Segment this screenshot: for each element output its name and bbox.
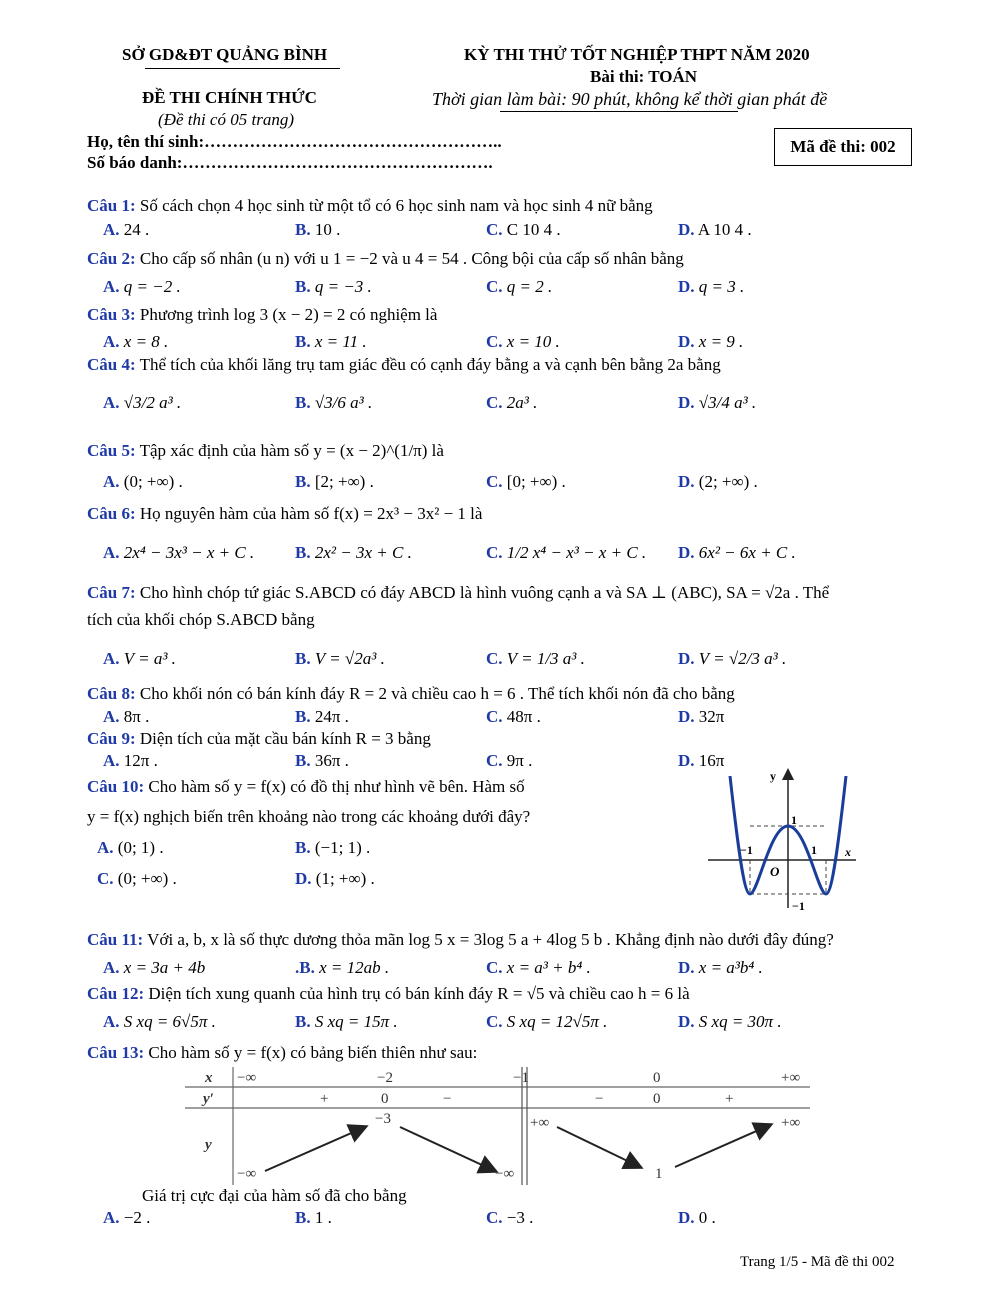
q11-option-b: .B. x = 12ab . bbox=[295, 958, 390, 977]
function-graph bbox=[700, 768, 870, 918]
q2-option-a: A. q = −2 . bbox=[103, 277, 181, 296]
official-exam-label: ĐỀ THI CHÍNH THỨC bbox=[142, 88, 317, 107]
q8-option-a: A. 8π . bbox=[103, 707, 150, 726]
q7-option-a: A. V = a³ . bbox=[103, 649, 176, 668]
q1-label: Câu 1: bbox=[87, 196, 136, 215]
question-5: Câu 5: Tập xác định của hàm số y = (x − 2)^(1/π) là bbox=[87, 441, 444, 460]
yp-zero-1: 0 bbox=[381, 1091, 389, 1107]
yp-minus-2: − bbox=[595, 1091, 604, 1107]
question-12: Câu 12: Diện tích xung quanh của hình trụ có bán kính đáy R = √5 và chiều cao h = 6 là bbox=[87, 984, 690, 1003]
question-13-cont: Giá trị cực đại của hàm số đã cho bằng bbox=[142, 1186, 407, 1205]
q2-option-d: D. q = 3 . bbox=[678, 277, 745, 296]
variation-table bbox=[185, 1067, 810, 1185]
q2-option-c: C. q = 2 . bbox=[486, 277, 553, 296]
q10-option-d: D. (1; +∞) . bbox=[295, 869, 375, 888]
q13-option-c: C. −3 . bbox=[486, 1208, 534, 1227]
q5-option-b: B. [2; +∞) . bbox=[295, 472, 374, 491]
y-max-value: −3 bbox=[375, 1111, 391, 1127]
x-neg2: −2 bbox=[377, 1070, 393, 1086]
q6-option-b: B. 2x² − 3x + C . bbox=[295, 543, 412, 562]
page-count: (Đề thi có 05 trang) bbox=[158, 110, 294, 129]
row-yprime-label: y′ bbox=[203, 1091, 214, 1107]
ytick-neg1-label: −1 bbox=[792, 899, 805, 913]
question-10-cont: y = f(x) nghịch biến trên khoảng nào trong các khoảng dưới đây? bbox=[87, 807, 531, 826]
q4-option-a: A. √3/2 a³ . bbox=[103, 393, 182, 412]
question-1 bbox=[87, 196, 653, 216]
question-10: Câu 10: Cho hàm số y = f(x) có đồ thị như hình vẽ bên. Hàm số bbox=[87, 777, 525, 796]
question-11: Câu 11: Với a, b, x là số thực dương thỏa mãn log 5 x = 3log 5 a + 4log 5 b . Khẳng định nào dưới đây đúng? bbox=[87, 930, 834, 949]
question-6: Câu 6: Họ nguyên hàm của hàm số f(x) = 2x³ − 3x² − 1 là bbox=[87, 504, 483, 523]
x-pos-inf: +∞ bbox=[781, 1070, 801, 1086]
subject: Bài thi: TOÁN bbox=[590, 67, 698, 86]
q3-option-d: D. x = 9 . bbox=[678, 332, 744, 351]
q1-text: Số cách chọn 4 học sinh từ một tổ có 6 học sinh nam và học sinh 4 nữ bằng bbox=[139, 196, 653, 215]
q4-option-c: C. 2a³ . bbox=[486, 393, 538, 412]
q13-option-b: B. 1 . bbox=[295, 1208, 332, 1227]
q13-option-a: A. −2 . bbox=[103, 1208, 151, 1227]
q3-option-b: B. x = 11 . bbox=[295, 332, 367, 351]
q9-option-a: A. 12π . bbox=[103, 751, 158, 770]
q7-option-b: B. V = √2a³ . bbox=[295, 649, 385, 668]
q12-option-b: B. S xq = 15π . bbox=[295, 1012, 398, 1031]
y-min-value: 1 bbox=[655, 1166, 663, 1182]
question-7-cont: tích của khối chóp S.ABCD bằng bbox=[87, 610, 315, 629]
tick-neg1-label: −1 bbox=[740, 843, 753, 857]
time-note: Thời gian làm bài: 90 phút, không kể thời gian phát đề bbox=[432, 89, 828, 109]
q10-option-a: A. (0; 1) . bbox=[97, 838, 164, 857]
exam-code-box: Mã đề thi: 002 bbox=[774, 128, 912, 166]
yp-minus-1: − bbox=[443, 1091, 452, 1107]
q11-option-c: C. x = a³ + b⁴ . bbox=[486, 958, 591, 977]
page-footer: Trang 1/5 - Mã đề thi 002 bbox=[740, 1254, 895, 1270]
q5-option-c: C. [0; +∞) . bbox=[486, 472, 566, 491]
q4-option-b: B. √3/6 a³ . bbox=[295, 393, 373, 412]
x-axis-label: x bbox=[845, 845, 851, 859]
q7-option-d: D. V = √2/3 a³ . bbox=[678, 649, 787, 668]
y-right-pos-inf: +∞ bbox=[530, 1115, 550, 1131]
y-pos-inf-end: +∞ bbox=[781, 1115, 801, 1131]
question-2: Câu 2: Cho cấp số nhân (u n) với u 1 = −2 và u 4 = 54 . Công bội của cấp số nhân bằng bbox=[87, 249, 684, 268]
q1-option-c: C. C 10 4 . bbox=[486, 220, 561, 239]
q8-option-d: D. 32π bbox=[678, 707, 725, 726]
q5-option-d: D. (2; +∞) . bbox=[678, 472, 758, 491]
yp-plus-2: + bbox=[725, 1091, 734, 1107]
q5-option-a: A. (0; +∞) . bbox=[103, 472, 183, 491]
q12-option-a: A. S xq = 6√5π . bbox=[103, 1012, 216, 1031]
x-neg1: −1 bbox=[513, 1070, 529, 1086]
question-8: Câu 8: Cho khối nón có bán kính đáy R = 2 và chiều cao h = 6 . Thể tích khối nón đã cho bằng bbox=[87, 684, 735, 703]
q6-option-a: A. 2x⁴ − 3x³ − x + C . bbox=[103, 543, 255, 562]
q6-option-d: D. 6x² − 6x + C . bbox=[678, 543, 796, 562]
header-underline-left bbox=[145, 68, 340, 69]
q9-option-b: B. 36π . bbox=[295, 751, 349, 770]
x-neg-inf: −∞ bbox=[237, 1070, 257, 1086]
q1-option-a: A. 24 . bbox=[103, 220, 150, 239]
y-left-neg-inf: −∞ bbox=[237, 1166, 257, 1182]
q3-option-a: A. x = 8 . bbox=[103, 332, 169, 351]
y-axis-label: y bbox=[770, 769, 776, 783]
q10-option-b: B. (−1; 1) . bbox=[295, 838, 371, 857]
q12-option-c: C. S xq = 12√5π . bbox=[486, 1012, 608, 1031]
question-7: Câu 7: Cho hình chóp tứ giác S.ABCD có đáy ABCD là hình vuông cạnh a và SA ⊥ (ABC), SA = √2a . Thể bbox=[87, 583, 830, 602]
q6-option-c: C. 1/2 x⁴ − x³ − x + C . bbox=[486, 543, 647, 562]
q9-option-d: D. 16π bbox=[678, 751, 725, 770]
candidate-name-line: Họ, tên thí sinh:…………………………………………….. bbox=[87, 132, 502, 151]
question-13: Câu 13: Cho hàm số y = f(x) có bảng biến thiên như sau: bbox=[87, 1043, 478, 1062]
row-y-label: y bbox=[205, 1137, 212, 1153]
q1-option-b: B. 10 . bbox=[295, 220, 341, 239]
question-9: Câu 9: Diện tích của mặt cầu bán kính R = 3 bằng bbox=[87, 729, 431, 748]
q9-option-c: C. 9π . bbox=[486, 751, 533, 770]
q3-option-c: C. x = 10 . bbox=[486, 332, 560, 351]
row-x-label: x bbox=[205, 1070, 213, 1086]
q2-option-b: B. q = −3 . bbox=[295, 277, 372, 296]
exam-title: KỲ THI THỬ TỐT NGHIỆP THPT NĂM 2020 bbox=[464, 45, 810, 64]
candidate-id-line: Số báo danh:………………………………………………. bbox=[87, 153, 493, 172]
origin-label: O bbox=[770, 864, 780, 879]
school-dept: SỞ GD&ĐT QUẢNG BÌNH bbox=[122, 45, 328, 64]
q11-option-d: D. x = a³b⁴ . bbox=[678, 958, 763, 977]
q11-option-a: A. x = 3a + 4b bbox=[103, 958, 206, 977]
ytick-1-label: 1 bbox=[791, 813, 797, 827]
q12-option-d: D. S xq = 30π . bbox=[678, 1012, 782, 1031]
yp-plus-1: + bbox=[320, 1091, 329, 1107]
q4-option-d: D. √3/4 a³ . bbox=[678, 393, 757, 412]
q8-option-b: B. 24π . bbox=[295, 707, 349, 726]
q1-option-d: D. A 10 4 . bbox=[678, 220, 752, 239]
q13-option-d: D. 0 . bbox=[678, 1208, 716, 1227]
question-4: Câu 4: Thể tích của khối lăng trụ tam giác đều có cạnh đáy bằng a và cạnh bên bằng 2a bằng bbox=[87, 355, 721, 374]
y-left-of-asym-neg-inf: −∞ bbox=[495, 1166, 515, 1182]
question-3: Câu 3: Phương trình log 3 (x − 2) = 2 có nghiệm là bbox=[87, 305, 438, 324]
q10-option-c: C. (0; +∞) . bbox=[97, 869, 177, 888]
q8-option-c: C. 48π . bbox=[486, 707, 541, 726]
header-underline-right bbox=[500, 111, 738, 112]
q7-option-c: C. V = 1/3 a³ . bbox=[486, 649, 585, 668]
yp-zero-2: 0 bbox=[653, 1091, 661, 1107]
x-0: 0 bbox=[653, 1070, 661, 1086]
tick-1-label: 1 bbox=[811, 843, 817, 857]
